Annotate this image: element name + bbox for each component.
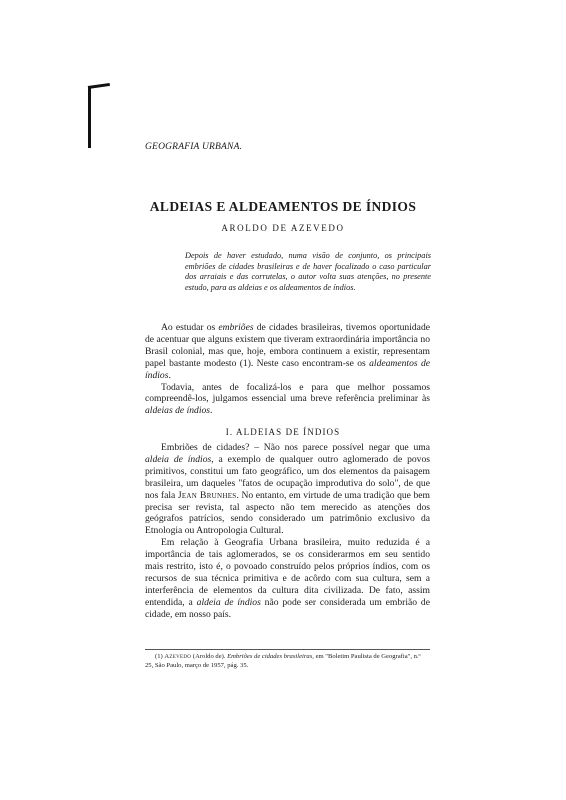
article-author: AROLDO DE AZEVEDO [221,223,345,233]
text-run: . [168,369,171,381]
running-head: GEOGRAFIA URBANA. [145,142,243,152]
italic-term: aldeia de índios [145,453,212,465]
footnote-marker: (1) [155,653,163,660]
intro-paragraph-2 [145,382,430,418]
text-run: não pode ser considerada um embrião de cidade, em nosso país. [145,596,430,620]
text-run: (Aroldo de). [191,653,228,660]
footnote-entry [145,653,430,671]
text-run: . [210,405,213,417]
italic-term: aldeias de índios [145,405,211,417]
section-paragraph-2 [145,537,430,620]
italic-term: aldeamentos de índios [145,357,430,381]
section-paragraph-1 [145,442,430,537]
section-heading: I. ALDEIAS DE ÍNDIOS [225,427,341,437]
italic-term: aldeia de índios [196,596,261,608]
text-run: Em relação à Geografia Urbana brasileira, muito reduzida é a importância de tais aglomerados, se os considerarmos em seu sentido mais restrito, isto é, o povoado construído pelos próprios índios, com os recursos de sua técnica primitiva e de acôrdo com sua cultura, sem a interferência de elementos da cultura dita civilizada. De fato, assim entendida, a [145,537,430,608]
text-run: – Não nos parece possível negar que uma [249,442,430,453]
run-in-heading: Embriões de cidades? [161,442,250,453]
text-run: de cidades brasileiras, tivemos oportunidade de acentuar que alguns existem que tiveram extraordinária importância no Brasil colonial, mas que, hoje, embora continuem a existir, representam papel bastante modesto (1). Neste caso encontram-se os [145,322,430,369]
section-body [145,442,430,621]
intro-paragraph-1 [145,322,430,382]
italic-term: embriões [218,322,254,333]
text-run: , a exemplo de qualquer outro aglomerado de povos primitivos, constitui um fato geográfico, um dos elementos da paisagem brasileira, um daqueles "fatos de ocupação improdutiva do solo", de que nos fala [145,453,430,501]
footnote-author: Azevedo [164,653,192,660]
footnote-divider [145,649,430,650]
text-run: Ao estudar os [161,322,219,333]
introduction [145,322,430,417]
text-run: Todavia, antes de focalizá-los e para que melhor possamos compreendê-los, julgamos essencial uma breve referência preliminar às [145,381,430,405]
footnote [145,653,430,671]
text-run: . No entanto, em virtude de uma tradição que bem precisa ser revista, tal aspecto não tem merecido as atenções dos geógrafos patrícios, sendo considerado um patrimônio exclusivo da Etnologia ou Antropologia Cultural. [145,489,430,537]
article-epigraph: Depois de haver estudado, numa visão de conjunto, os principais embriões de cidades brasileiras e de haver focalizado o caso particular dos arraiais e das corrutelas, o autor volta suas atenções, no presente estudo, para as aldeias e os aldeamentos de índios. [185,251,431,292]
scan-edge-mark [88,86,91,148]
article-title: ALDEIAS E ALDEAMENTOS DE ÍNDIOS [149,199,417,214]
footnote-work-title: Embriões de cidades brasileiras [227,653,313,660]
cited-author: Jean Brunhes [177,489,237,501]
text-run: , em "Boletim Paulista de Geografia", n.º 25, São Paulo, março de 1957, pág. 35. [145,653,421,669]
